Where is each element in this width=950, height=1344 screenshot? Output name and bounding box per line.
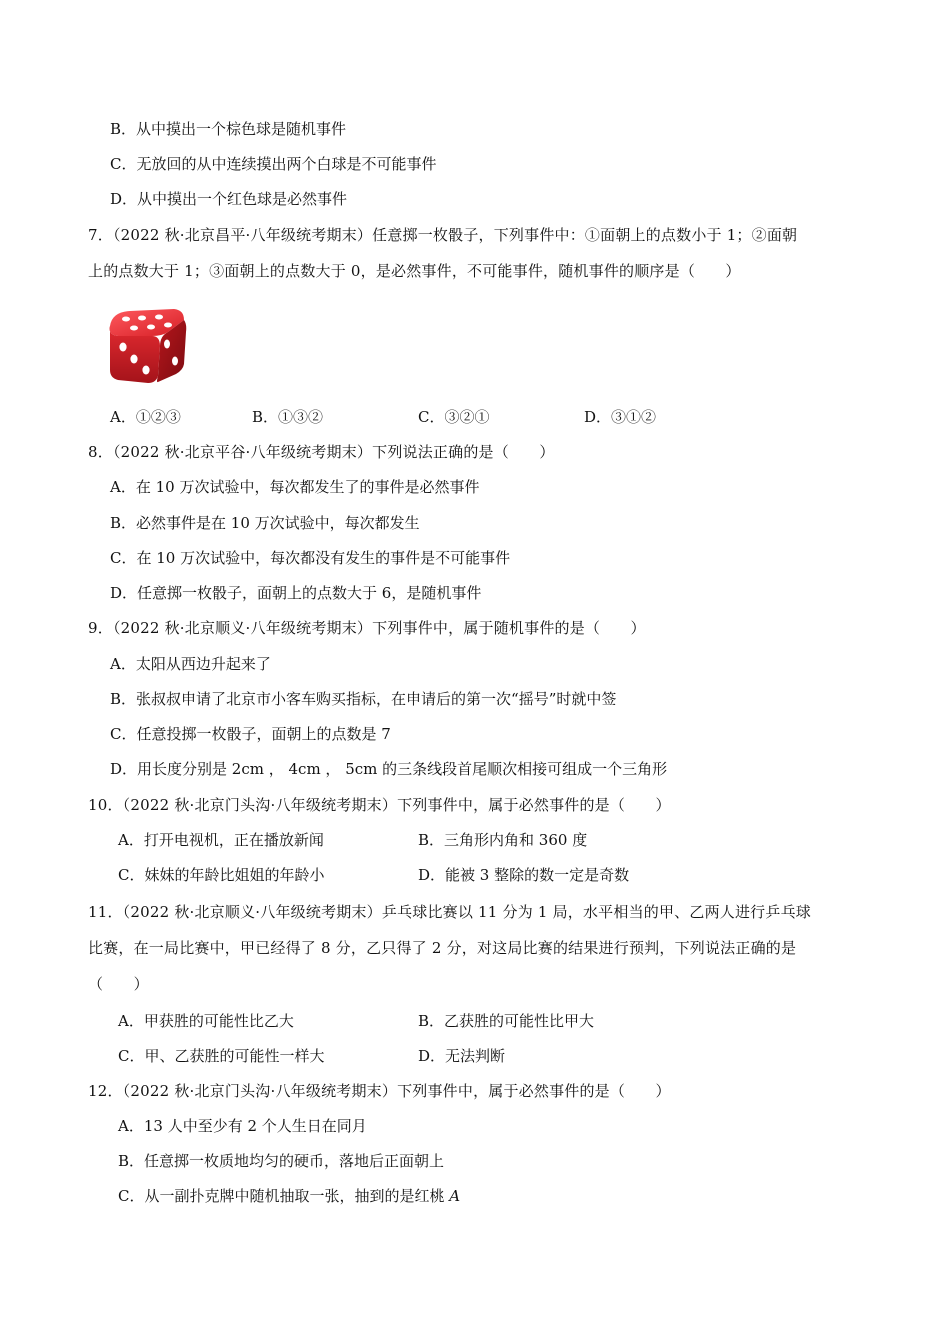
q10-option-d: D．能被 3 整除的数一定是奇数 — [418, 866, 630, 884]
q7-option-b: B．①③② — [252, 408, 324, 426]
q8-option-a: A．在 10 万次试验中，每次都发生了的事件是必然事件 — [110, 478, 480, 496]
q7-option-c: C．③②① — [418, 408, 490, 426]
q11-stem-line1: 11．（2022 秋·北京顺义·八年级统考期末）乒乓球比赛以 11 分为 1 局，水平相当的甲、乙两人进行乒乓球 — [88, 903, 811, 921]
q6-option-d: D．从中摸出一个红色球是必然事件 — [110, 190, 348, 208]
q10-option-b: B．三角形内角和 360 度 — [418, 831, 588, 849]
q10-option-c: C．妹妹的年龄比姐姐的年龄小 — [118, 866, 325, 884]
q11-option-d: D．无法判断 — [418, 1047, 506, 1065]
q7-option-d: D．③①② — [584, 408, 657, 426]
q8-option-d: D．任意掷一枚骰子，面朝上的点数大于 6，是随机事件 — [110, 584, 482, 602]
q7-stem-line1: 7．（2022 秋·北京昌平·八年级统考期末）任意掷一枚骰子，下列事件中：①面朝上的点数小于 1；②面朝 — [88, 226, 798, 244]
q9-option-c: C．任意投掷一枚骰子，面朝上的点数是 7 — [110, 725, 391, 743]
q9-option-d: D．用长度分别是 2cm ， 4cm ， 5cm 的三条线段首尾顺次相接可组成一个三角形 — [110, 760, 668, 778]
q11-stem-line2: 比赛，在一局比赛中，甲已经得了 8 分，乙只得了 2 分，对这局比赛的结果进行预判，下列说法正确的是 — [88, 939, 797, 957]
q7-stem-line2: 上的点数大于 1；③面朝上的点数大于 0，是必然事件，不可能事件，随机事件的顺序是（ ） — [88, 262, 741, 280]
q9-stem: 9．（2022 秋·北京顺义·八年级统考期末）下列事件中，属于随机事件的是（ ） — [88, 619, 646, 637]
q8-option-b: B．必然事件是在 10 万次试验中，每次都发生 — [110, 514, 420, 532]
q12-option-c-text: C．从一副扑克牌中随机抽取一张，抽到的是红桃 — [118, 1187, 450, 1205]
q12-option-c-variable: A — [449, 1187, 461, 1205]
q11-option-c: C．甲、乙获胜的可能性一样大 — [118, 1047, 325, 1065]
q12-stem: 12．（2022 秋·北京门头沟·八年级统考期末）下列事件中，属于必然事件的是（ ） — [88, 1082, 671, 1100]
q6-option-b: B．从中摸出一个棕色球是随机事件 — [110, 120, 347, 138]
q10-option-a: A．打开电视机，正在播放新闻 — [118, 831, 324, 849]
red-dice-icon — [104, 306, 188, 384]
q8-option-c: C．在 10 万次试验中，每次都没有发生的事件是不可能事件 — [110, 549, 511, 567]
q12-option-c — [118, 1186, 460, 1206]
q10-stem: 10．（2022 秋·北京门头沟·八年级统考期末）下列事件中，属于必然事件的是（ ） — [88, 796, 671, 814]
q12-option-b: B．任意掷一枚质地均匀的硬币，落地后正面朝上 — [118, 1152, 445, 1170]
q6-option-c: C．无放回的从中连续摸出两个白球是不可能事件 — [110, 155, 437, 173]
q9-option-a: A．太阳从西边升起来了 — [110, 655, 271, 673]
q8-stem: 8．（2022 秋·北京平谷·八年级统考期末）下列说法正确的是（ ） — [88, 443, 555, 461]
q12-option-a: A．13 人中至少有 2 个人生日在同月 — [118, 1117, 367, 1135]
q7-option-a: A．①②③ — [110, 408, 181, 426]
q11-option-b: B．乙获胜的可能性比甲大 — [418, 1012, 595, 1030]
q9-option-b: B．张叔叔申请了北京市小客车购买指标，在申请后的第一次“摇号”时就中签 — [110, 690, 617, 708]
q11-option-a: A．甲获胜的可能性比乙大 — [118, 1012, 294, 1030]
q11-stem-line3: （ ） — [88, 975, 149, 993]
